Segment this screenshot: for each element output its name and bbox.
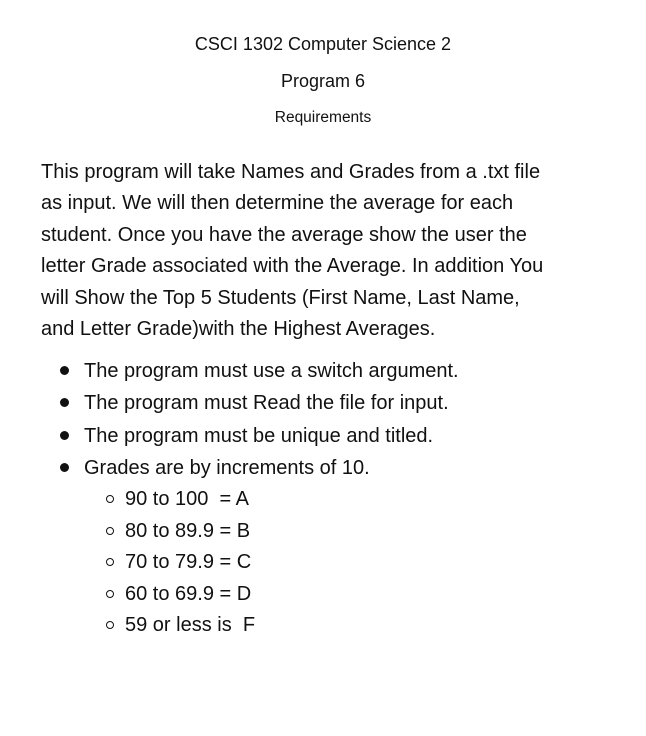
hollow-bullet-icon (106, 590, 114, 598)
grade-scale-list (105, 484, 365, 642)
filled-bullet-icon (60, 366, 69, 375)
description-line: student. Once you have the average show the user the (41, 223, 527, 246)
grade-scale-item (105, 516, 365, 548)
assignment-description (41, 157, 626, 345)
requirement-item (60, 452, 620, 484)
grade-scale-item (105, 579, 365, 611)
course-title: CSCI 1302 Computer Science 2 (194, 34, 452, 54)
requirement-text: The program must be unique and titled. (84, 424, 434, 447)
requirements-list (60, 355, 620, 484)
requirement-text: The program must Read the file for input. (84, 392, 449, 415)
grade-scale-item (105, 484, 365, 516)
filled-bullet-icon (60, 463, 69, 472)
grade-scale-text: 90 to 100 = A (125, 488, 249, 510)
requirement-item (60, 355, 620, 387)
requirement-item (60, 420, 620, 452)
description-line: This program will take Names and Grades from a .txt file (41, 161, 541, 183)
description-line: letter Grade associated with the Average. In addition You (41, 255, 544, 278)
filled-bullet-icon (60, 398, 69, 407)
description-line: as input. We will then determine the average for each (41, 192, 514, 215)
grade-scale-item (105, 547, 365, 579)
hollow-bullet-icon (106, 558, 114, 566)
grade-scale-text: 59 or less is F (125, 614, 256, 636)
filled-bullet-icon (60, 431, 69, 440)
description-line: and Letter Grade)with the Highest Averages. (41, 318, 436, 341)
section-heading: Requirements (274, 109, 372, 126)
description-line: will Show the Top 5 Students (First Name, Last Name, (41, 286, 520, 309)
requirement-text: The program must use a switch argument. (84, 360, 459, 382)
requirement-item (60, 387, 620, 419)
requirement-text: Grades are by increments of 10. (84, 456, 370, 479)
grade-scale-text: 60 to 69.9 = D (125, 582, 252, 605)
grade-scale-text: 80 to 89.9 = B (125, 519, 251, 542)
hollow-bullet-icon (106, 621, 114, 629)
grade-scale-item (105, 610, 365, 642)
hollow-bullet-icon (106, 527, 114, 535)
grade-scale-text: 70 to 79.9 = C (125, 551, 252, 573)
program-name: Program 6 (280, 71, 366, 91)
hollow-bullet-icon (106, 495, 114, 503)
